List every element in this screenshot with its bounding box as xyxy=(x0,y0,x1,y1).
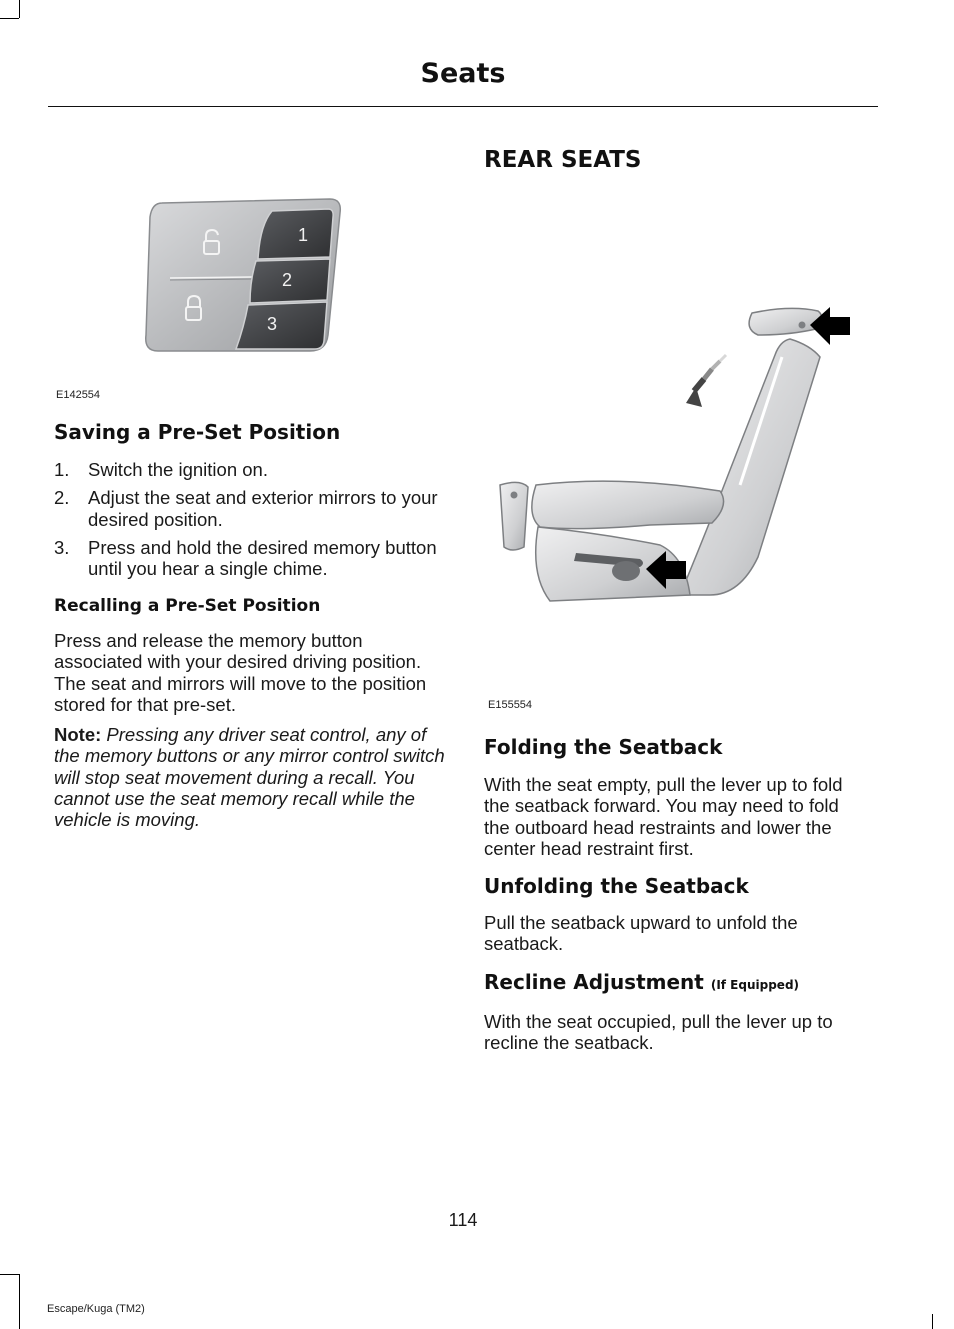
step-number: 2. xyxy=(54,487,70,509)
section-heading-folding: Folding the Seatback xyxy=(484,735,723,759)
recalling-paragraph: Press and release the memory button associated with your desired driving position. The seat and mirrors will move to the position stored for that pre-set. xyxy=(54,630,427,715)
seat-cushion xyxy=(532,481,724,528)
head-restraint xyxy=(749,308,821,335)
memory-button-3 xyxy=(236,302,327,349)
step-number: 1. xyxy=(54,459,70,480)
button-label-2: 2 xyxy=(282,270,293,290)
unfolding-paragraph: Pull the seatback upward to unfold the seatback. xyxy=(484,912,798,955)
rear-seat-illustration xyxy=(490,295,860,615)
step-text: Switch the ignition on. xyxy=(88,459,268,480)
crop-mark-top-left xyxy=(0,18,19,19)
note-paragraph xyxy=(54,724,446,830)
note-label: Note: xyxy=(54,724,102,745)
recline-heading-text: Recline Adjustment xyxy=(484,970,704,994)
equipment-qualifier: (If Equipped) xyxy=(710,978,800,992)
folding-paragraph: With the seat empty, pull the lever up to fold the seatback forward. You may need to fold the outboard head restraints and lower the center head restraint first. xyxy=(484,774,843,859)
motion-arrow-icon xyxy=(686,355,726,407)
section-heading-recalling: Recalling a Pre-Set Position xyxy=(54,596,321,616)
page-title: Seats xyxy=(420,58,506,89)
crop-mark-bottom-right xyxy=(932,1314,933,1329)
recline-paragraph: With the seat occupied, pull the lever up to recline the seatback. xyxy=(484,1011,833,1054)
button-label-1: 1 xyxy=(298,225,309,245)
crop-mark-top-left xyxy=(19,0,20,18)
memory-buttons-illustration xyxy=(140,195,345,357)
memory-button-1 xyxy=(258,209,333,259)
note-text: Pressing any driver seat control, any of the memory buttons or any mirror control switch will stop seat movement during a recall. You cannot use the seat memory recall while the vehicle is moving. xyxy=(54,724,445,831)
saving-steps-list xyxy=(54,459,446,586)
button-label-3: 3 xyxy=(267,314,278,334)
crop-mark-bottom-left xyxy=(19,1274,20,1329)
seatback xyxy=(680,339,820,595)
rear-seats-title: REAR SEATS xyxy=(484,147,642,173)
crop-mark-bottom-left xyxy=(0,1274,19,1275)
step-text: Adjust the seat and exterior mirrors to your desired position. xyxy=(88,487,438,530)
figure-code: E142554 xyxy=(56,389,101,401)
list-item xyxy=(54,537,446,580)
header-divider xyxy=(48,106,878,107)
section-heading-recline xyxy=(484,970,799,994)
step-text: Press and hold the desired memory button until you hear a single chime. xyxy=(88,536,437,580)
step-number: 3. xyxy=(54,536,70,558)
figure-code: E155554 xyxy=(488,699,533,711)
document-code: Escape/Kuga (TM2) xyxy=(47,1303,145,1315)
section-heading-unfolding: Unfolding the Seatback xyxy=(484,874,749,898)
section-heading-saving: Saving a Pre-Set Position xyxy=(54,420,341,444)
page-number: 114 xyxy=(448,1210,478,1230)
list-item xyxy=(54,487,446,530)
list-item xyxy=(54,459,446,480)
